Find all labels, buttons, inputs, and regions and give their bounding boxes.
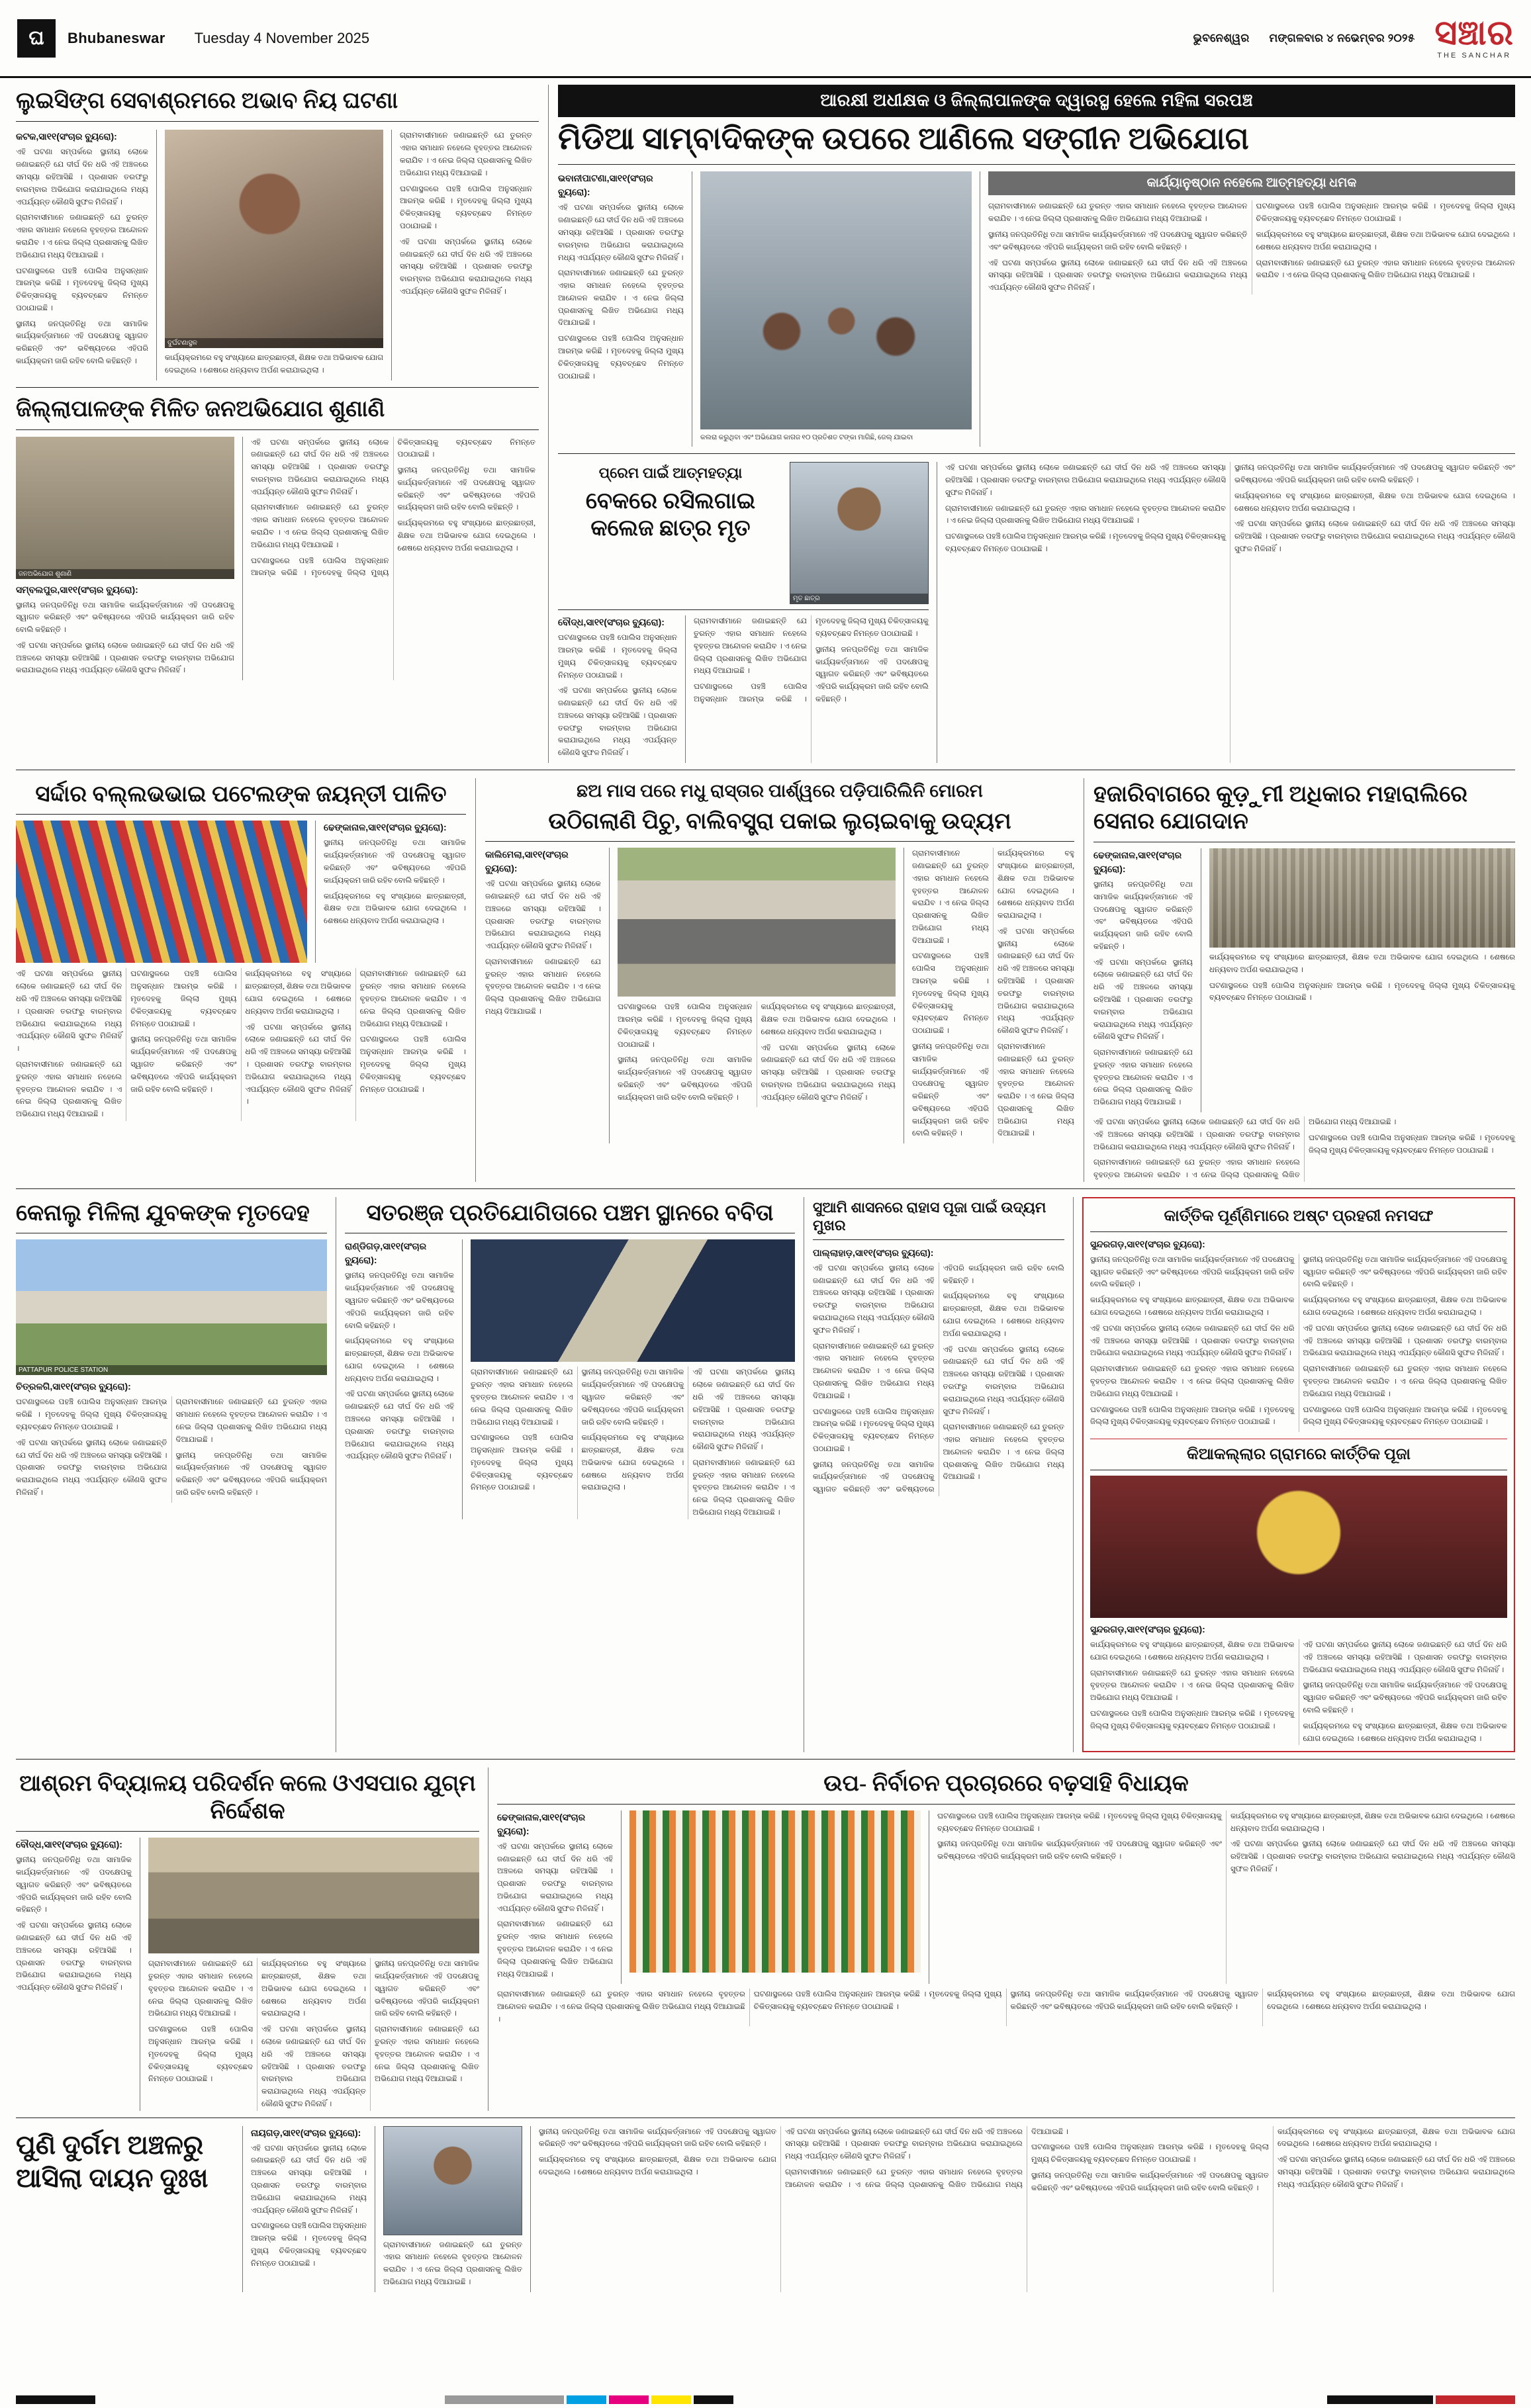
paragraph: ଗ୍ରାମବାସୀମାନେ ଜଣାଇଛନ୍ତି ଯେ ତୁରନ୍ତ ଏହାର ସମାଧାନ ନହେଲେ ବୃହତ୍ତର ଆନ୍ଦୋଳନ କରାଯିବ । ଏ ନେଇ ଜିଲ୍ଲା ପ୍ରଶାସନକୁ ଲିଖିତ ଅଭିଯୋଗ ମଧ୍ୟ ଦିଆଯାଇଛି । xyxy=(148,1959,253,2018)
paragraph: ଗ୍ରାମବାସୀମାନେ ଜଣାଇଛନ୍ତି ଯେ ତୁରନ୍ତ ଏହାର ସମାଧାନ ନହେଲେ ବୃହତ୍ତର ଆନ୍ଦୋଳନ କରାଯିବ । ଏ ନେଇ ଜିଲ୍ଲା ପ୍ରଶାସନକୁ ଲିଖିତ ଅଭିଯୋଗ ମଧ୍ୟ ଦିଆଯାଇଛି । xyxy=(1090,1364,1295,1398)
story-ashram-headline: ଆଶ୍ରମ ବିଦ୍ୟାଳୟ ପରିଦର୍ଶନ କଲେ ଓଏସପାର ଯୁଗ୍ମ ନିର୍ଦ୍ଦେଶକ xyxy=(19,1771,476,1824)
paragraph: ଗ୍ରାମବାସୀମାନେ ଜଣାଇଛନ୍ତି ଯେ ତୁରନ୍ତ ଏହାର ସମାଧାନ ନହେଲେ ବୃହତ୍ତର ଆନ୍ଦୋଳନ କରାଯିବ । ଏ ନେଇ ଜିଲ୍ଲା ପ୍ରଶାସନକୁ ଲିଖିତ ଅଭିଯୋଗ ମଧ୍ୟ ଦିଆଯାଇଛି । xyxy=(912,849,989,945)
brand-name: ସଞ୍ଚାର xyxy=(1434,15,1514,52)
paragraph: ସ୍ଥାନୀୟ ଜନପ୍ରତିନିଧି ତଥା ସାମାଜିକ କାର୍ଯ୍ୟକର୍ତ୍ତାମାନେ ଏହି ପଦକ୍ଷେପକୁ ସ୍ୱାଗତ କରିଛନ୍ତି ଏବଂ ଭବିଷ୍ୟତରେ ଏହିପରି କାର୍ଯ୍ୟକ୍ରମ ଜାରି ରହିବ ବୋଲି କହିଛନ୍ତି । xyxy=(16,1855,132,1914)
paragraph: ଏହି ଘଟଣା ସମ୍ପର୍କରେ ସ୍ଥାନୀୟ ଲୋକେ ଜଣାଇଛନ୍ତି ଯେ ଦୀର୍ଘ ଦିନ ଧରି ଏହି ଅଞ୍ଚଳରେ ସମସ୍ୟା ରହିଆସିଛି । ପ୍ରଶାସନ ତରଫରୁ ବାରମ୍ବାର ଅଭିଯୋଗ କରାଯାଇଥିଲେ ମଧ୍ୟ ଏପର୍ଯ୍ୟନ୍ତ କୌଣସି ସୁଫଳ ମିଳିନାହିଁ । xyxy=(251,2143,367,2215)
story-ashram-dateline: ବୌଦ୍ଧ,ସା୧୧(ସଂଚାର ବ୍ୟୁରୋ): xyxy=(16,1839,122,1850)
paragraph: ଏହି ଘଟଣା ସମ୍ପର୍କରେ ସ୍ଥାନୀୟ ଲୋକେ ଜଣାଇଛନ୍ତି ଯେ ଦୀର୍ଘ ଦିନ ଧରି ଏହି ଅଞ୍ଚଳରେ ସମସ୍ୟା ରହିଆସିଛି । ପ୍ରଶାସନ ତରଫରୁ ବାରମ୍ବାର ଅଭିଯୋଗ କରାଯାଇଥିଲେ ମଧ୍ୟ ଏପର୍ଯ୍ୟନ୍ତ କୌଣସି ସୁଫଳ ମିଳିନାହିଁ । xyxy=(1230,1840,1515,1873)
paragraph: କାର୍ଯ୍ୟକ୍ରମରେ ବହୁ ସଂଖ୍ୟାରେ ଛାତ୍ରଛାତ୍ରୀ, ଶିକ୍ଷକ ତଥା ଅଭିଭାବକ ଯୋଗ ଦେଇଥିଲେ । ଶେଷରେ ଧନ୍ୟବାଦ ଅର୍ପଣ କରାଯାଇଥିଲା । xyxy=(1209,952,1515,974)
paragraph: ସ୍ଥାନୀୟ ଜନପ୍ରତିନିଧି ତଥା ସାମାଜିକ କାର୍ଯ୍ୟକର୍ତ୍ତାମାନେ ଏହି ପଦକ୍ଷେପକୁ ସ୍ୱାଗତ କରିଛନ୍ତି ଏବଂ ଭବିଷ୍ୟତରେ ଏହିପରି କାର୍ଯ୍ୟକ୍ରମ ଜାରି ରହିବ ବୋଲି କହିଛନ୍ତି । xyxy=(1234,463,1515,484)
photo-caption: କଲରା କରୁଥିବା ଏବଂ ଅଭିଯୋଗ କାଗଜ ୧୦ ପ୍ରତିଶତ ଟଙ୍କା ମାଗିଛି, ଜେଲ୍ ଯାଇବା xyxy=(700,434,913,442)
paragraph: ଗ୍ରାମବାସୀମାନେ ଜଣାଇଛନ୍ତି ଯେ ତୁରନ୍ତ ଏହାର ସମାଧାନ ନହେଲେ ବୃହତ୍ତର ଆନ୍ଦୋଳନ କରାଯିବ । ଏ ନେଇ ଜିଲ୍ଲା ପ୍ରଶାସନକୁ ଲିଖିତ ଅଭିଯୋଗ ମଧ୍ୟ ଦିଆଯାଇଛି । xyxy=(1303,1364,1507,1398)
story-byelection-dateline: ଢେଙ୍କାନାଳ,ସା୧୧(ସଂଚାର ବ୍ୟୁରୋ): xyxy=(497,1811,586,1836)
photo-caption: ମୃତ ଛାତ୍ର xyxy=(790,594,928,603)
paragraph: ଏହି ଘଟଣା ସମ୍ପର୍କରେ ସ୍ଥାନୀୟ ଲୋକେ ଜଣାଇଛନ୍ତି ଯେ ଦୀର୍ଘ ଦିନ ଧରି ଏହି ଅଞ୍ଚଳରେ ସମସ୍ୟା ରହିଆସିଛି । ପ୍ରଶାସନ ତରଫରୁ ବାରମ୍ବାର ଅଭିଯୋଗ କରାଯାଇଥିଲେ ମଧ୍ୟ ଏପର୍ଯ୍ୟନ୍ତ କୌଣସି ସୁଫଳ ମିଳିନାହିଁ । xyxy=(16,1921,132,1992)
paragraph: ଘଟଣାସ୍ଥଳରେ ପହଞ୍ଚି ପୋଲିସ ଅନୁସନ୍ଧାନ ଆରମ୍ଭ କରିଛି । ମୃତଦେହକୁ ଜିଲ୍ଲା ମୁଖ୍ୟ ଚିକିତ୍ସାଳୟକୁ ବ୍ୟବଚ୍ଛେଦ ନିମନ୍ତେ ପଠାଯାଇଛି । xyxy=(945,532,1226,553)
reg-bar xyxy=(445,2395,564,2404)
story-road-dateline: କାଲିମେଲା,ସା୧୧(ସଂଚାର ବ୍ୟୁରୋ): xyxy=(485,849,569,874)
paragraph: ଘଟଣାସ୍ଥଳରେ ପହଞ୍ଚି ପୋଲିସ ଅନୁସନ୍ଧାନ ଆରମ୍ଭ କରିଛି । ମୃତଦେହକୁ ଜିଲ୍ଲା ମୁଖ୍ୟ ଚିକିତ୍ସାଳୟକୁ ବ୍ୟବଚ୍ଛେଦ ନିମନ୍ତେ ପଠାଯାଇଛି । xyxy=(1090,1405,1295,1427)
story-photo xyxy=(1090,1476,1507,1618)
story-photo xyxy=(16,1239,327,1375)
reg-bar xyxy=(16,2395,95,2404)
story-patel-dateline: ଢେଙ୍କାନାଳ,ସା୧୧(ସଂଚାର ବ୍ୟୁରୋ): xyxy=(324,822,447,833)
paragraph: ଗ୍ରାମବାସୀମାନେ ଜଣାଇଛନ୍ତି ଯେ ତୁରନ୍ତ ଏହାର ସମାଧାନ ନହେଲେ ବୃହତ୍ତର ଆନ୍ଦୋଳନ କରାଯିବ । ଏ ନେଇ ଜିଲ୍ଲା ପ୍ରଶାସନକୁ ଲିଖିତ ଅଭିଯୋଗ ମଧ୍ୟ ଦିଆଯାଇଛି । xyxy=(558,269,684,328)
paragraph: ସ୍ଥାନୀୟ ଜନପ୍ରତିନିଧି ତଥା ସାମାଜିକ କାର୍ଯ୍ୟକର୍ତ୍ତାମାନେ ଏହି ପଦକ୍ଷେପକୁ ସ୍ୱାଗତ କରିଛନ୍ତି ଏବଂ ଭବିଷ୍ୟତରେ ଏହିପରି କାର୍ଯ୍ୟକ୍ରମ ଜାରି ରହିବ ବୋଲି କହିଛନ୍ତି । xyxy=(324,838,466,885)
paragraph: ସ୍ଥାନୀୟ ଜନପ୍ରତିନିଧି ତଥା ସାମାଜିକ କାର୍ଯ୍ୟକର୍ତ୍ତାମାନେ ଏହି ପଦକ୍ଷେପକୁ ସ୍ୱାଗତ କରିଛନ୍ତି ଏବଂ ଭବିଷ୍ୟତରେ ଏହିପରି କାର୍ଯ୍ୟକ୍ରମ ଜାରି ରହିବ ବୋଲି କହିଛନ୍ତି । xyxy=(130,1035,237,1094)
paragraph: ଗ୍ରାମବାସୀମାନେ ଜଣାଇଛନ୍ତି ଯେ ତୁରନ୍ତ ଏହାର ସମାଧାନ ନହେଲେ ବୃହତ୍ତର ଆନ୍ଦୋଳନ କରାଯିବ । ଏ ନେଇ ଜିଲ୍ଲା ପ୍ରଶାସନକୁ ଲିଖିତ ଅଭିଯୋଗ ମଧ୍ୟ ଦିଆଯାଇଛି । xyxy=(943,1423,1064,1482)
paragraph: ଘଟଣାସ୍ଥଳରେ ପହଞ୍ଚି ପୋଲିସ ଅନୁସନ୍ଧାନ ଆରମ୍ଭ କରିଛି । ମୃତଦେହକୁ ଜିଲ୍ଲା ମୁଖ୍ୟ ଚିକିତ୍ସାଳୟକୁ ବ୍ୟବଚ୍ଛେଦ ନିମନ୍ତେ ପଠାଯାଇଛି । xyxy=(400,184,532,230)
story-media-subkicker: କାର୍ଯ୍ୟାନୁଷ୍ଠାନ ନହେଲେ ଆତ୍ମହତ୍ୟା ଧମକ xyxy=(988,171,1515,195)
reg-gap xyxy=(736,2395,1324,2404)
edition-city: Bhubaneswar xyxy=(68,29,165,46)
paragraph: ଗ୍ରାମବାସୀମାନେ ଜଣାଇଛନ୍ତି ଯେ ତୁରନ୍ତ ଏହାର ସମାଧାନ ନହେଲେ ବୃହତ୍ତର ଆନ୍ଦୋଳନ କରାଯିବ । ଏ ନେଇ ଜିଲ୍ଲା ପ୍ରଶାସନକୁ ଲିଖିତ ଅଭିଯୋଗ ମଧ୍ୟ ଦିଆଯାଇଛି । xyxy=(694,617,807,676)
paragraph: ଘଟଣାସ୍ଥଳରେ ପହଞ୍ଚି ପୋଲିସ ଅନୁସନ୍ଧାନ ଆରମ୍ଭ କରିଛି । ମୃତଦେହକୁ ଜିଲ୍ଲା ମୁଖ୍ୟ ଚିକିତ୍ସାଳୟକୁ ବ୍ୟବଚ୍ଛେଦ ନିମନ୍ତେ ପଠାଯାଇଛି । xyxy=(1090,1709,1295,1730)
story-kiakalla-dateline: ସୁନ୍ଦରଗଡ଼,ସା୧୧(ସଂଚାର ବ୍ୟୁରୋ): xyxy=(1090,1624,1205,1635)
story-patel-headline: ସର୍ଦ୍ଦାର ବଲ୍ଲଭଭାଇ ପଟେଲଙ୍କ ଜୟନ୍ତୀ ପାଳିତ xyxy=(35,782,447,807)
story-janabhiyoga-headline: ଜିଲ୍ଲାପାଳଙ୍କ ମିଳିତ ଜନଅଭିଯୋଗ ଶୁଣାଣି xyxy=(16,397,385,422)
story-photo xyxy=(16,437,234,579)
paragraph: ଏହି ଘଟଣା ସମ୍ପର୍କରେ ସ୍ଥାନୀୟ ଲୋକେ ଜଣାଇଛନ୍ତି ଯେ ଦୀର୍ଘ ଦିନ ଧରି ଏହି ଅଞ୍ଚଳରେ ସମସ୍ୟା ରହିଆସିଛି । ପ୍ରଶାସନ ତରଫରୁ ବାରମ୍ବାର ଅଭିଯୋଗ କରାଯାଇଥିଲେ ମଧ୍ୟ ଏପର୍ଯ୍ୟନ୍ତ କୌଣସି ସୁଫଳ ମିଳିନାହିଁ । xyxy=(1303,1640,1507,1674)
paragraph: କାର୍ଯ୍ୟକ୍ରମରେ ବହୁ ସଂଖ୍ୟାରେ ଛାତ୍ରଛାତ୍ରୀ, ଶିକ୍ଷକ ତଥା ଅଭିଭାବକ ଯୋଗ ଦେଇଥିଲେ । ଶେଷରେ ଧନ୍ୟବାଦ ଅର୍ପଣ କରାଯାଇଥିଲା । xyxy=(1277,2127,1515,2149)
paragraph: ଗ୍ରାମବାସୀମାନେ ଜଣାଇଛନ୍ତି ଯେ ତୁରନ୍ତ ଏହାର ସମାଧାନ ନହେଲେ ବୃହତ୍ତର ଆନ୍ଦୋଳନ କରାଯିବ । ଏ ନେଇ ଜିଲ୍ଲା ପ୍ରଶାସନକୁ ଲିଖିତ ଅଭିଯୋଗ ମଧ୍ୟ ଦିଆଯାଇଛି । xyxy=(485,957,601,1016)
paragraph: ଗ୍ରାମବାସୀମାନେ ଜଣାଇଛନ୍ତି ଯେ ତୁରନ୍ତ ଏହାର ସମାଧାନ ନହେଲେ ବୃହତ୍ତର ଆନ୍ଦୋଳନ କରାଯିବ । ଏ ନେଇ ଜିଲ୍ଲା ପ୍ରଶାସନକୁ ଲିଖିତ ଅଭିଯୋଗ ମଧ୍ୟ ଦିଆଯାଇଛି । xyxy=(1256,258,1515,280)
reg-bar xyxy=(1436,2395,1515,2404)
paragraph: ସ୍ଥାନୀୟ ଜନପ୍ରତିନିଧି ତଥା ସାମାଜିକ କାର୍ଯ୍ୟକର୍ତ୍ତାମାନେ ଏହି ପଦକ୍ଷେପକୁ ସ୍ୱାଗତ କରିଛନ୍ତି ଏବଂ ଭବିଷ୍ୟତରେ ଏହିପରି କାର୍ଯ୍ୟକ୍ରମ ଜାରି ରହିବ ବୋଲି କହିଛନ୍ତି । xyxy=(912,1042,989,1138)
story-photo xyxy=(1209,848,1515,948)
story-kartika-purnima xyxy=(1082,1197,1515,1752)
story-rahasa-puja xyxy=(813,1197,1064,1752)
paragraph: ଘଟଣାସ୍ଥଳରେ ପହଞ୍ଚି ପୋଲିସ ଅନୁସନ୍ଧାନ ଆରମ୍ଭ କରିଛି । ମୃତଦେହକୁ ଜିଲ୍ଲା ମୁଖ୍ୟ ଚିକିତ୍ସାଳୟକୁ ବ୍ୟବଚ୍ଛେଦ ନିମନ୍ତେ ପଠାଯାଇଛି । xyxy=(148,2025,253,2084)
story-suicide-kicker: ପ୍ରେମ ପାଇଁ ଆତ୍ମହତ୍ୟା xyxy=(598,465,743,482)
column-kartik xyxy=(1082,1197,1515,1752)
story-kiakalla-headline: କିଆକଲ୍ଲାର ଗ୍ରାମରେ କାର୍ତ୍ତିକ ପୂଜା xyxy=(1187,1446,1411,1464)
paragraph: ଗ୍ରାମବାସୀମାନେ ଜଣାଇଛନ୍ତି ଯେ ତୁରନ୍ତ ଏହାର ସମାଧାନ ନହେଲେ ବୃହତ୍ତର ଆନ୍ଦୋଳନ କରାଯିବ । ଏ ନେଇ ଜିଲ୍ଲା ପ୍ରଶାସନକୁ ଲିଖିତ ଅଭିଯୋଗ ମଧ୍ୟ ଦିଆଯାଇଛି । xyxy=(945,504,1226,525)
story-durgama-headline: ପୁଣି ଦୁର୍ଗମ ଅଞ୍ଚଳରୁ ଆସିଲା ଦାୟନ ଦୁଃଖ xyxy=(16,2129,209,2193)
band-last xyxy=(16,2126,1515,2312)
paragraph: କାର୍ଯ୍ୟକ୍ରମରେ ବହୁ ସଂଖ୍ୟାରେ ଛାତ୍ରଛାତ୍ରୀ, ଶିକ୍ଷକ ତଥା ଅଭିଭାବକ ଯୋଗ ଦେଇଥିଲେ । ଶେଷରେ ଧନ୍ୟବାଦ ଅର୍ପଣ କରାଯାଇଥିଲା । xyxy=(539,2155,776,2176)
paragraph: ଏହି ଘଟଣା ସମ୍ପର୍କରେ ସ୍ଥାନୀୟ ଲୋକେ ଜଣାଇଛନ୍ତି ଯେ ଦୀର୍ଘ ଦିନ ଧରି ଏହି ଅଞ୍ଚଳରେ ସମସ୍ୟା ରହିଆସିଛି । ପ୍ରଶାସନ ତରଫରୁ ବାରମ୍ବାର ଅଭିଯୋଗ କରାଯାଇଥିଲେ ମଧ୍ୟ ଏପର୍ଯ୍ୟନ୍ତ କୌଣସି ସୁଫଳ ମିଳିନାହିଁ । xyxy=(1093,958,1193,1042)
paragraph: ଗ୍ରାମବାସୀମାନେ ଜଣାଇଛନ୍ତି ଯେ ତୁରନ୍ତ ଏହାର ସମାଧାନ ନହେଲେ ବୃହତ୍ତର ଆନ୍ଦୋଳନ କରାଯିବ । ଏ ନେଇ ଜିଲ୍ଲା ପ୍ରଶାସନକୁ ଲିଖିତ ଅଭିଯୋଗ ମଧ୍ୟ ଦିଆଯାଇଛି । xyxy=(1093,1048,1193,1107)
paragraph: ଘଟଣାସ୍ଥଳରେ ପହଞ୍ଚି ପୋଲିସ ଅନୁସନ୍ଧାନ ଆରମ୍ଭ କରିଛି । ମୃତଦେହକୁ ଜିଲ୍ଲା ମୁଖ୍ୟ ଚିକିତ୍ସାଳୟକୁ ବ୍ୟବଚ୍ଛେଦ ନିମନ୍ତେ ପଠାଯାଇଛି । xyxy=(1031,2143,1269,2164)
paragraph: ଏହି ଘଟଣା ସମ୍ପର୍କରେ ସ୍ଥାନୀୟ ଲୋକେ ଜଣାଇଛନ୍ତି ଯେ ଦୀର୍ଘ ଦିନ ଧରି ଏହି ଅଞ୍ଚଳରେ ସମସ୍ୟା ରହିଆସିଛି । ପ୍ରଶାସନ ତରଫରୁ ବାରମ୍ବାର ଅଭିଯୋଗ କରାଯାଇଥିଲେ ମଧ୍ୟ ଏପର୍ଯ୍ୟନ୍ତ କୌଣସି ସୁଫଳ ମିଳିନାହିଁ । xyxy=(988,258,1248,292)
paragraph: ସ୍ଥାନୀୟ ଜନପ୍ରତିନିଧି ତଥା ସାମାଜିକ କାର୍ଯ୍ୟକର୍ତ୍ତାମାନେ ଏହି ପଦକ୍ଷେପକୁ ସ୍ୱାଗତ କରିଛନ୍ତି ଏବଂ ଭବିଷ୍ୟତରେ ଏହିପରି କାର୍ଯ୍ୟକ୍ରମ ଜାରି ରହିବ ବୋଲି କହିଛନ୍ତି । xyxy=(581,1368,684,1427)
reg-bar xyxy=(567,2395,606,2404)
story-suicide-headline: ବେକରେ ରସିଲଗାଇ କଲେଜ ଛାତ୍ର ମୃତ xyxy=(585,488,756,541)
story-kartika-dateline: ସୁନ୍ଦରଗଡ଼,ସା୧୧(ସଂଚାର ବ୍ୟୁରୋ): xyxy=(1090,1238,1205,1249)
paragraph: ଏହି ଘଟଣା ସମ୍ପର୍କରେ ସ୍ଥାନୀୟ ଲୋକେ ଜଣାଇଛନ୍ତି ଯେ ଦୀର୍ଘ ଦିନ ଧରି ଏହି ଅଞ୍ଚଳରେ ସମସ୍ୟା ରହିଆସିଛି । ପ୍ରଶାସନ ତରଫରୁ ବାରମ୍ବାର ଅଭିଯୋଗ କରାଯାଇଥିଲେ ମଧ୍ୟ ଏପର୍ଯ୍ୟନ୍ତ କୌଣସି ସୁଫଳ ମିଳିନାହିଁ । xyxy=(1234,519,1515,553)
story-chess-headline: ସତରଞ୍ଜ ପ୍ରତିଯୋଗିତାରେ ପଞ୍ଚମ ସ୍ଥାନରେ ବବିତା xyxy=(366,1200,774,1226)
story-suicide-dateline: ବୌଦ୍ଧ,ସା୧୧(ସଂଚାର ବ୍ୟୁରୋ): xyxy=(558,617,665,628)
paragraph: ଗ୍ରାମବାସୀମାନେ ଜଣାଇଛନ୍ତି ଯେ ତୁରନ୍ତ ଏହାର ସମାଧାନ ନହେଲେ ବୃହତ୍ତର ଆନ୍ଦୋଳନ କରାଯିବ । ଏ ନେଇ ଜିଲ୍ଲା ପ୍ରଶାସନକୁ ଲିଖିତ ଅଭିଯୋଗ ମଧ୍ୟ ଦିଆଯାଇଛି । xyxy=(497,1920,613,1979)
masthead xyxy=(0,0,1531,78)
paragraph: ସ୍ଥାନୀୟ ଜନପ୍ରତିନିଧି ତଥା ସାମାଜିକ କାର୍ଯ୍ୟକର୍ତ୍ତାମାନେ ଏହି ପଦକ୍ଷେପକୁ ସ୍ୱାଗତ କରିଛନ୍ତି ଏବଂ ଭବିଷ୍ୟତରେ ଏହିପରି କାର୍ଯ୍ୟକ୍ରମ ଜାରି ରହିବ ବୋଲି କହିଛନ୍ତି । xyxy=(397,466,535,512)
paragraph: ଗ୍ରାମବାସୀମାନେ ଜଣାଇଛନ୍ତି ଯେ ତୁରନ୍ତ ଏହାର ସମାଧାନ ନହେଲେ ବୃହତ୍ତର ଆନ୍ଦୋଳନ କରାଯିବ । ଏ ନେଇ ଜିଲ୍ଲା ପ୍ରଶାସନକୁ ଲିଖିତ ଅଭିଯୋଗ ମଧ୍ୟ ଦିଆଯାଇଛି । xyxy=(383,2240,522,2286)
story-rahasa-dateline: ପାଲ୍ଲାହାଡ଼,ସା୧୧(ସଂଚାର ବ୍ୟୁରୋ): xyxy=(813,1247,934,1258)
paragraph: ଘଟଣାସ୍ଥଳରେ ପହଞ୍ଚି ପୋଲିସ ଅନୁସନ୍ଧାନ ଆରମ୍ଭ କରିଛି । ମୃତଦେହକୁ ଜିଲ୍ଲା ମୁଖ୍ୟ ଚିକିତ୍ସାଳୟକୁ ବ୍ୟବଚ୍ଛେଦ ନିମନ୍ତେ ପଠାଯାଇଛି । xyxy=(813,1407,935,1453)
paragraph: ଏହି ଘଟଣା ସମ୍ପର୍କରେ ସ୍ଥାନୀୟ ଲୋକେ ଜଣାଇଛନ୍ତି ଯେ ଦୀର୍ଘ ଦିନ ଧରି ଏହି ଅଞ୍ଚଳରେ ସମସ୍ୟା ରହିଆସିଛି । ପ୍ରଶାସନ ତରଫରୁ ବାରମ୍ବାର ଅଭିଯୋଗ କରାଯାଇଥିଲେ ମଧ୍ୟ ଏପର୍ଯ୍ୟନ୍ତ କୌଣସି ସୁଫଳ ମିଳିନାହିଁ । xyxy=(16,969,122,1053)
reg-bar xyxy=(609,2395,649,2404)
paragraph: ସ୍ଥାନୀୟ ଜନପ୍ରତିନିଧି ତଥା ସାମାଜିକ କାର୍ଯ୍ୟକର୍ତ୍ତାମାନେ ଏହି ପଦକ୍ଷେପକୁ ସ୍ୱାଗତ କରିଛନ୍ତି ଏବଂ ଭବିଷ୍ୟତରେ ଏହିପରି କାର୍ଯ୍ୟକ୍ରମ ଜାରି ରହିବ ବୋଲି କହିଛନ୍ତି । xyxy=(345,1271,454,1330)
edition-date-odia: ମଙ୍ଗଳବାର ୪ ନଭେମ୍ବର ୨୦୨୫ xyxy=(1269,31,1415,44)
story-byelection xyxy=(497,1767,1515,2110)
story-photo xyxy=(629,1810,921,1973)
paragraph: ଗ୍ରାମବାସୀମାନେ ଜଣାଇଛନ୍ତି ଯେ ତୁରନ୍ତ ଏହାର ସମାଧାନ ନହେଲେ ବୃହତ୍ତର ଆନ୍ଦୋଳନ କରାଯିବ । ଏ ନେଇ ଜିଲ୍ଲା ପ୍ରଶାସନକୁ ଲିଖିତ ଅଭିଯୋଗ ମଧ୍ୟ ଦିଆଯାଇଛି । xyxy=(997,1042,1074,1138)
story-chess xyxy=(345,1197,795,1752)
paragraph: ଏହି ଘଟଣା ସମ୍ପର୍କରେ ସ୍ଥାନୀୟ ଲୋକେ ଜଣାଇଛନ୍ତି ଯେ ଦୀର୍ଘ ଦିନ ଧରି ଏହି ଅଞ୍ଚଳରେ ସମସ୍ୟା ରହିଆସିଛି । ପ୍ରଶାସନ ତରଫରୁ ବାରମ୍ବାର ଅଭିଯୋଗ କରାଯାଇଥିଲେ ମଧ୍ୟ ଏପର୍ଯ୍ୟନ୍ତ କୌଣସି ସୁଫଳ ମିଳିନାହିଁ । xyxy=(943,1345,1064,1416)
story-kartika-headline: କାର୍ତ୍ତିକ ପୂର୍ଣ୍ଣିମାରେ ଅଷ୍ଟ ପ୍ରହରୀ ନମସଙ୍ଘ xyxy=(1164,1207,1434,1225)
paragraph: କାର୍ଯ୍ୟକ୍ରମରେ ବହୁ ସଂଖ୍ୟାରେ ଛାତ୍ରଛାତ୍ରୀ, ଶିକ୍ଷକ ତଥା ଅଭିଭାବକ ଯୋଗ ଦେଇଥିଲେ । ଶେଷରେ ଧନ୍ୟବାଦ ଅର୍ପଣ କରାଯାଇଥିଲା । xyxy=(1303,1721,1507,1743)
paragraph: ଘଟଣାସ୍ଥଳରେ ପହଞ୍ଚି ପୋଲିସ ଅନୁସନ୍ଧାନ ଆରମ୍ଭ କରିଛି । ମୃତଦେହକୁ ଜିଲ୍ଲା ମୁଖ୍ୟ ଚିକିତ୍ସାଳୟକୁ ବ୍ୟବଚ୍ଛେଦ ନିମନ୍ତେ ପଠାଯାଇଛି । xyxy=(251,437,535,578)
paragraph: ଘଟଣାସ୍ଥଳରେ ପହଞ୍ଚି ପୋଲିସ ଅନୁସନ୍ଧାନ ଆରମ୍ଭ କରିଛି । ମୃତଦେହକୁ ଜିଲ୍ଲା ମୁଖ୍ୟ ଚିକିତ୍ସାଳୟକୁ ବ୍ୟବଚ୍ଛେଦ ନିମନ୍ତେ ପଠାଯାଇଛି । xyxy=(753,1990,1002,2012)
paragraph: କାର୍ଯ୍ୟକ୍ରମରେ ବହୁ ସଂଖ୍ୟାରେ ଛାତ୍ରଛାତ୍ରୀ, ଶିକ୍ଷକ ତଥା ଅଭିଭାବକ ଯୋଗ ଦେଇଥିଲେ । ଶେଷରେ ଧନ୍ୟବାଦ ଅର୍ପଣ କରାଯାଇଥିଲା । xyxy=(245,969,351,1016)
story-rahasa-headline: ସୁଆମି ଶାସନରେ ରାହାସ ପୂଜା ପାଇଁ ଉଦ୍ୟମ ମୁଖର xyxy=(813,1198,1046,1234)
reg-bar xyxy=(651,2395,691,2404)
story-photo xyxy=(618,848,896,997)
paragraph: କାର୍ଯ୍ୟକ୍ରମରେ ବହୁ ସଂଖ୍ୟାରେ ଛାତ୍ରଛାତ୍ରୀ, ଶିକ୍ଷକ ତଥା ଅଭିଭାବକ ଯୋଗ ଦେଇଥିଲେ । ଶେଷରେ ଧନ୍ୟବାଦ ଅର୍ପଣ କରାଯାଇଥିଲା । xyxy=(1090,1640,1295,1662)
band-middle xyxy=(16,778,1515,1182)
paragraph: ସ୍ଥାନୀୟ ଜନପ୍ରତିନିଧି ତଥା ସାମାଜିକ କାର୍ଯ୍ୟକର୍ତ୍ତାମାନେ ଏହି ପଦକ୍ଷେପକୁ ସ୍ୱାଗତ କରିଛନ୍ତି ଏବଂ ଭବିଷ୍ୟତରେ ଏହିପରି କାର୍ଯ୍ୟକ୍ରମ ଜାରି ରହିବ ବୋଲି କହିଛନ୍ତି । xyxy=(815,645,929,703)
paragraph: ଗ୍ରାମବାସୀମାନେ ଜଣାଇଛନ୍ତି ଯେ ତୁରନ୍ତ ଏହାର ସମାଧାନ ନହେଲେ ବୃହତ୍ତର ଆନ୍ଦୋଳନ କରାଯିବ । ଏ ନେଇ ଜିଲ୍ଲା ପ୍ରଶାସନକୁ ଲିଖିତ ଅଭିଯୋଗ ମଧ୍ୟ ଦିଆଯାଇଛି । xyxy=(375,2025,479,2084)
paragraph: କାର୍ଯ୍ୟକ୍ରମରେ ବହୁ ସଂଖ୍ୟାରେ ଛାତ୍ରଛାତ୍ରୀ, ଶିକ୍ଷକ ତଥା ଅଭିଭାବକ ଯୋଗ ଦେଇଥିଲେ । ଶେଷରେ ଧନ୍ୟବାଦ ଅର୍ପଣ କରାଯାଇଥିଲା । xyxy=(165,353,383,375)
paragraph: ଏହି ଘଟଣା ସମ୍ପର୍କରେ ସ୍ଥାନୀୟ ଲୋକେ ଜଣାଇଛନ୍ତି ଯେ ଦୀର୍ଘ ଦିନ ଧରି ଏହି ଅଞ୍ଚଳରେ ସମସ୍ୟା ରହିଆସିଛି । ପ୍ରଶାସନ ତରଫରୁ ବାରମ୍ବାର ଅଭିଯୋଗ କରାଯାଇଥିଲେ ମଧ୍ୟ ଏପର୍ଯ୍ୟନ୍ତ କୌଣସି ସୁଫଳ ମିଳିନାହିଁ । xyxy=(1090,1323,1295,1358)
paragraph: ଏହି ଘଟଣା ସମ୍ପର୍କରେ ସ୍ଥାନୀୟ ଲୋକେ ଜଣାଇଛନ୍ତି ଯେ ଦୀର୍ଘ ଦିନ ଧରି ଏହି ଅଞ୍ଚଳରେ ସମସ୍ୟା ରହିଆସିଛି । ପ୍ରଶାସନ ତରଫରୁ ବାରମ୍ବାର ଅଭିଯୋଗ କରାଯାଇଥିଲେ ମଧ୍ୟ ଏପର୍ଯ୍ୟନ୍ତ କୌଣସି ସୁଫଳ ମିଳିନାହିଁ । xyxy=(813,1263,935,1335)
paragraph: କାର୍ଯ୍ୟକ୍ରମରେ ବହୁ ସଂଖ୍ୟାରେ ଛାତ୍ରଛାତ୍ରୀ, ଶିକ୍ଷକ ତଥା ଅଭିଭାବକ ଯୋଗ ଦେଇଥିଲେ । ଶେଷରେ ଧନ୍ୟବାଦ ଅର୍ପଣ କରାଯାଇଥିଲା । xyxy=(1267,1990,1515,2012)
brand-wordmark xyxy=(1434,17,1514,60)
paragraph: ଗ୍ରାମବାସୀମାନେ ଜଣାଇଛନ୍ତି ଯେ ତୁରନ୍ତ ଏହାର ସମାଧାନ ନହେଲେ ବୃହତ୍ତର ଆନ୍ଦୋଳନ କରାଯିବ । ଏ ନେଇ ଜିଲ୍ଲା ପ୍ରଶାସନକୁ ଲିଖିତ ଅଭିଯୋଗ ମଧ୍ୟ ଦିଆଯାଇଛି । xyxy=(1090,1668,1295,1703)
paragraph: ଗ୍ରାମବାସୀମାନେ ଜଣାଇଛନ୍ତି ଯେ ତୁରନ୍ତ ଏହାର ସମାଧାନ ନହେଲେ ବୃହତ୍ତର ଆନ୍ଦୋଳନ କରାଯିବ । ଏ ନେଇ ଜିଲ୍ଲା ପ୍ରଶାସନକୁ ଲିଖିତ ଅଭିଯୋଗ ମଧ୍ୟ ଦିଆଯାଇଛି । xyxy=(16,1059,122,1119)
story-suicide xyxy=(558,462,1515,763)
paragraph: ଏହି ଘଟଣା ସମ୍ପର୍କରେ ସ୍ଥାନୀୟ ଲୋକେ ଜଣାଇଛନ୍ତି ଯେ ଦୀର୍ଘ ଦିନ ଧରି ଏହି ଅଞ୍ଚଳରେ ସମସ୍ୟା ରହିଆସିଛି । ପ୍ରଶାସନ ତରଫରୁ ବାରମ୍ବାର ଅଭିଯୋଗ କରାଯାଇଥିଲେ ମଧ୍ୟ ଏପର୍ଯ୍ୟନ୍ତ କୌଣସି ସୁଫଳ ମିଳିନାହିଁ । xyxy=(1277,2155,1515,2189)
story-chess-dateline: ରାଣ୍ଡିଗଡ଼,ସା୧୧(ସଂଚାର ବ୍ୟୁରୋ): xyxy=(345,1241,427,1266)
paragraph: ଘଟଣାସ୍ଥଳରେ ପହଞ୍ଚି ପୋଲିସ ଅନୁସନ୍ଧାନ ଆରମ୍ଭ କରିଛି । ମୃତଦେହକୁ ଜିଲ୍ଲା ମୁଖ୍ୟ ଚିକିତ୍ସାଳୟକୁ ବ୍ୟବଚ୍ଛେଦ ନିମନ୍ତେ ପଠାଯାଇଛି । xyxy=(130,969,237,1028)
edition-date: Tuesday 4 November 2025 xyxy=(194,29,370,46)
paragraph: ସ୍ଥାନୀୟ ଜନପ୍ରତିନିଧି ତଥା ସାମାଜିକ କାର୍ଯ୍ୟକର୍ତ୍ତାମାନେ ଏହି ପଦକ୍ଷେପକୁ ସ୍ୱାଗତ କରିଛନ୍ତି ଏବଂ ଭବିଷ୍ୟତରେ ଏହିପରି କାର୍ଯ୍ୟକ୍ରମ ଜାରି ରହିବ ବୋଲି କହିଛନ୍ତି । xyxy=(1093,879,1193,951)
paragraph: ଏହି ଘଟଣା ସମ୍ପର୍କରେ ସ୍ଥାନୀୟ ଲୋକେ ଜଣାଇଛନ୍ତି ଯେ ଦୀର୍ଘ ଦିନ ଧରି ଏହି ଅଞ୍ଚଳରେ ସମସ୍ୟା ରହିଆସିଛି । ପ୍ରଶାସନ ତରଫରୁ ବାରମ୍ବାର ଅଭିଯୋଗ କରାଯାଇଥିଲେ ମଧ୍ୟ ଏପର୍ଯ୍ୟନ୍ତ କୌଣସି ସୁଫଳ ମିଳିନାହିଁ । xyxy=(692,1368,795,1452)
paragraph: ଏହି ଘଟଣା ସମ୍ପର୍କରେ ସ୍ଥାନୀୟ ଲୋକେ ଜଣାଇଛନ୍ତି ଯେ ଦୀର୍ଘ ଦିନ ଧରି ଏହି ଅଞ୍ଚଳରେ ସମସ୍ୟା ରହିଆସିଛି । ପ୍ରଶାସନ ତରଫରୁ ବାରମ୍ବାର ଅଭିଯୋଗ କରାଯାଇଥିଲେ ମଧ୍ୟ ଏପର୍ଯ୍ୟନ୍ତ କୌଣସି ସୁଫଳ ମିଳିନାହିଁ । xyxy=(945,463,1226,497)
paragraph: ଗ୍ରାମବାସୀମାନେ ଜଣାଇଛନ୍ତି ଯେ ତୁରନ୍ତ ଏହାର ସମାଧାନ ନହେଲେ ବୃହତ୍ତର ଆନ୍ଦୋଳନ କରାଯିବ । ଏ ନେଇ ଜିଲ୍ଲା ପ୍ରଶାସନକୁ ଲିଖିତ ଅଭିଯୋଗ ମଧ୍ୟ ଦିଆଯାଇଛି । xyxy=(988,202,1248,224)
photo-caption: PATTAPUR POLICE STATION xyxy=(16,1365,327,1375)
story-luising xyxy=(16,85,539,763)
paragraph: କାର୍ଯ୍ୟକ୍ରମରେ ବହୁ ସଂଖ୍ୟାରେ ଛାତ୍ରଛାତ୍ରୀ, ଶିକ୍ଷକ ତଥା ଅଭିଭାବକ ଯୋଗ ଦେଇଥିଲେ । ଶେଷରେ ଧନ୍ୟବାଦ ଅର୍ପଣ କରାଯାଇଥିଲା । xyxy=(261,1959,366,2018)
story-canal-headline: କେନାଲୁ ମିଳିଲା ଯୁବକଙ୍କ ମୃତଦେହ xyxy=(16,1200,310,1226)
story-kudumi-dateline: ଢେଙ୍କାନାଳ,ସା୧୧(ସଂଚାର ବ୍ୟୁରୋ): xyxy=(1093,849,1182,874)
paragraph: ସ୍ଥାନୀୟ ଜନପ୍ରତିନିଧି ତଥା ସାମାଜିକ କାର୍ଯ୍ୟକର୍ତ୍ତାମାନେ ଏହି ପଦକ୍ଷେପକୁ ସ୍ୱାଗତ କରିଛନ୍ତି ଏବଂ ଭବିଷ୍ୟତରେ ଏହିପରି କାର୍ଯ୍ୟକ୍ରମ ଜାରି ରହିବ ବୋଲି କହିଛନ୍ତି । xyxy=(16,600,234,635)
story-road-kicker: ଛଅ ମାସ ପରେ ମଧୁ ରାସ୍ତାର ପାର୍ଶ୍ୱରେ ପଡ଼ିପାରିଲିନି ମୋରମ xyxy=(577,781,983,801)
paragraph: କାର୍ଯ୍ୟକ୍ରମରେ ବହୁ ସଂଖ୍ୟାରେ ଛାତ୍ରଛାତ୍ରୀ, ଶିକ୍ଷକ ତଥା ଅଭିଭାବକ ଯୋଗ ଦେଇଥିଲେ । ଶେଷରେ ଧନ୍ୟବାଦ ଅର୍ପଣ କରାଯାଇଥିଲା । xyxy=(1234,491,1515,513)
paragraph: ଏହି ଘଟଣା ସମ୍ପର୍କରେ ସ୍ଥାନୀୟ ଲୋକେ ଜଣାଇଛନ୍ତି ଯେ ଦୀର୍ଘ ଦିନ ଧରି ଏହି ଅଞ୍ଚଳରେ ସମସ୍ୟା ରହିଆସିଛି । ପ୍ରଶାସନ ତରଫରୁ ବାରମ୍ବାର ଅଭିଯୋଗ କରାଯାଇଥିଲେ ମଧ୍ୟ ଏପର୍ଯ୍ୟନ୍ତ କୌଣସି ସୁଫଳ ମିଳିନାହିଁ । xyxy=(1093,1118,1300,1151)
story-kudumi-headline: ହଜାରିବାଗରେ କୁଡ଼ୁମୀ ଅଧିକାର ମହାରାଲିରେ ସେନାର ଯୋଗଦାନ xyxy=(1093,782,1468,834)
story-photo xyxy=(471,1239,795,1362)
paragraph: ଘଟଣାସ୍ଥଳରେ ପହଞ୍ଚି ପୋଲିସ ଅନୁସନ୍ଧାନ ଆରମ୍ଭ କରିଛି । ମୃତଦେହକୁ ଜିଲ୍ଲା ମୁଖ୍ୟ ଚିକିତ୍ସାଳୟକୁ ବ୍ୟବଚ୍ଛେଦ ନିମନ୍ତେ ପଠାଯାଇଛି । xyxy=(558,633,677,680)
paragraph: କାର୍ଯ୍ୟକ୍ରମରେ ବହୁ ସଂଖ୍ୟାରେ ଛାତ୍ରଛାତ୍ରୀ, ଶିକ୍ଷକ ତଥା ଅଭିଭାବକ ଯୋଗ ଦେଇଥିଲେ । ଶେଷରେ ଧନ୍ୟବାଦ ଅର୍ପଣ କରାଯାଇଥିଲା । xyxy=(1256,230,1515,251)
paragraph: ଘଟଣାସ୍ଥଳରେ ପହଞ୍ଚି ପୋଲିସ ଅନୁସନ୍ଧାନ ଆରମ୍ଭ କରିଛି । ମୃତଦେହକୁ ଜିଲ୍ଲା ମୁଖ୍ୟ ଚିକିତ୍ସାଳୟକୁ ବ୍ୟବଚ୍ଛେଦ ନିମନ୍ତେ ପଠାଯାଇଛି । xyxy=(1303,1405,1507,1427)
paragraph: ଘଟଣାସ୍ଥଳରେ ପହଞ୍ଚି ପୋଲିସ ଅନୁସନ୍ଧାନ ଆରମ୍ଭ କରିଛି । ମୃତଦେହକୁ ଜିଲ୍ଲା ମୁଖ୍ୟ ଚିକିତ୍ସାଳୟକୁ ବ୍ୟବଚ୍ଛେଦ ନିମନ୍ତେ ପଠାଯାଇଛି । xyxy=(16,1398,167,1431)
story-janabhiyoga-dateline: ସମ୍ବଲପୁର,ସା୧୧(ସଂଚାର ବ୍ୟୁରୋ): xyxy=(16,584,138,595)
paragraph: ଏହି ଘଟଣା ସମ୍ପର୍କରେ ସ୍ଥାନୀୟ ଲୋକେ ଜଣାଇଛନ୍ତି ଯେ ଦୀର୍ଘ ଦିନ ଧରି ଏହି ଅଞ୍ଚଳରେ ସମସ୍ୟା ରହିଆସିଛି । ପ୍ରଶାସନ ତରଫରୁ ବାରମ୍ବାର ଅଭିଯୋଗ କରାଯାଇଥିଲେ ମଧ୍ୟ ଏପର୍ଯ୍ୟନ୍ତ କୌଣସି ସୁଫଳ ମିଳିନାହିଁ । xyxy=(558,686,677,758)
story-road xyxy=(485,778,1074,1182)
reg-bar xyxy=(1327,2395,1433,2404)
paragraph: କାର୍ଯ୍ୟକ୍ରମରେ ବହୁ ସଂଖ୍ୟାରେ ଛାତ୍ରଛାତ୍ରୀ, ଶିକ୍ଷକ ତଥା ଅଭିଭାବକ ଯୋଗ ଦେଇଥିଲେ । ଶେଷରେ ଧନ୍ୟବାଦ ଅର୍ପଣ କରାଯାଇଥିଲା । xyxy=(581,1433,684,1492)
paragraph: କାର୍ଯ୍ୟକ୍ରମରେ ବହୁ ସଂଖ୍ୟାରେ ଛାତ୍ରଛାତ୍ରୀ, ଶିକ୍ଷକ ତଥା ଅଭିଭାବକ ଯୋଗ ଦେଇଥିଲେ । ଶେଷରେ ଧନ୍ୟବାଦ ଅର୍ପଣ କରାଯାଇଥିଲା । xyxy=(397,519,535,553)
story-durgama-dateline: ନାୟଗଡ଼,ସା୧୧(ସଂଚାର ବ୍ୟୁରୋ): xyxy=(251,2127,361,2138)
story-photo xyxy=(148,1838,479,1953)
story-kudumi-rally xyxy=(1093,778,1515,1182)
paragraph: ଏହି ଘଟଣା ସମ୍ପର୍କରେ ସ୍ଥାନୀୟ ଲୋକେ ଜଣାଇଛନ୍ତି ଯେ ଦୀର୍ଘ ଦିନ ଧରି ଏହି ଅଞ୍ଚଳରେ ସମସ୍ୟା ରହିଆସିଛି । ପ୍ରଶାସନ ତରଫରୁ ବାରମ୍ବାର ଅଭିଯୋଗ କରାଯାଇଥିଲେ ମଧ୍ୟ ଏପର୍ଯ୍ୟନ୍ତ କୌଣସି ସୁଫଳ ମିଳିନାହିଁ । xyxy=(16,1438,167,1497)
paragraph: ଏହି ଘଟଣା ସମ୍ପର୍କରେ ସ୍ଥାନୀୟ ଲୋକେ ଜଣାଇଛନ୍ତି ଯେ ଦୀର୍ଘ ଦିନ ଧରି ଏହି ଅଞ୍ଚଳରେ ସମସ୍ୟା ରହିଆସିଛି । ପ୍ରଶାସନ ତରଫରୁ ବାରମ୍ବାର ଅଭିଯୋଗ କରାଯାଇଥିଲେ ମଧ୍ୟ ଏପର୍ଯ୍ୟନ୍ତ କୌଣସି ସୁଫଳ ମିଳିନାହିଁ । xyxy=(785,2127,1023,2161)
paragraph: ଗ୍ରାମବାସୀମାନେ ଜଣାଇଛନ୍ତି ଯେ ତୁରନ୍ତ ଏହାର ସମାଧାନ ନହେଲେ ବୃହତ୍ତର ଆନ୍ଦୋଳନ କରାଯିବ । ଏ ନେଇ ଜିଲ୍ଲା ପ୍ରଶାସନକୁ ଲିଖିତ ଅଭିଯୋଗ ମଧ୍ୟ ଦିଆଯାଇଛି । xyxy=(251,503,389,549)
paragraph: ଏହି ଘଟଣା ସମ୍ପର୍କରେ ସ୍ଥାନୀୟ ଲୋକେ ଜଣାଇଛନ୍ତି ଯେ ଦୀର୍ଘ ଦିନ ଧରି ଏହି ଅଞ୍ଚଳରେ ସମସ୍ୟା ରହିଆସିଛି । ପ୍ରଶାସନ ତରଫରୁ ବାରମ୍ବାର ଅଭିଯୋଗ କରାଯାଇଥିଲେ ମଧ୍ୟ ଏପର୍ଯ୍ୟନ୍ତ କୌଣସି ସୁଫଳ ମିଳିନାହିଁ । xyxy=(261,2025,366,2108)
paragraph: କାର୍ଯ୍ୟକ୍ରମରେ ବହୁ ସଂଖ୍ୟାରେ ଛାତ୍ରଛାତ୍ରୀ, ଶିକ୍ଷକ ତଥା ଅଭିଭାବକ ଯୋଗ ଦେଇଥିଲେ । ଶେଷରେ ଧନ୍ୟବାଦ ଅର୍ପଣ କରାଯାଇଥିଲା । xyxy=(997,849,1074,920)
story-luising-headline: ଲୁଇସିଙ୍ଗ ସେବାଶ୍ରମରେ ଅଭାବ ନିୟ ଘଟଣା xyxy=(16,89,398,113)
paragraph: କାର୍ଯ୍ୟକ୍ରମରେ ବହୁ ସଂଖ୍ୟାରେ ଛାତ୍ରଛାତ୍ରୀ, ଶିକ୍ଷକ ତଥା ଅଭିଭାବକ ଯୋଗ ଦେଇଥିଲେ । ଶେଷରେ ଧନ୍ୟବାଦ ଅର୍ପଣ କରାଯାଇଥିଲା । xyxy=(1303,1296,1507,1317)
story-photo xyxy=(16,821,307,963)
story-patel-jayanti xyxy=(16,778,466,1182)
paragraph: ଏହି ଘଟଣା ସମ୍ପର୍କରେ ସ୍ଥାନୀୟ ଲୋକେ ଜଣାଇଛନ୍ତି ଯେ ଦୀର୍ଘ ଦିନ ଧରି ଏହି ଅଞ୍ଚଳରେ ସମସ୍ୟା ରହିଆସିଛି । ପ୍ରଶାସନ ତରଫରୁ ବାରମ୍ବାର ଅଭିଯୋଗ କରାଯାଇଥିଲେ ମଧ୍ୟ ଏପର୍ଯ୍ୟନ୍ତ କୌଣସି ସୁଫଳ ମିଳିନାହିଁ । xyxy=(761,1043,896,1102)
story-road-headline: ଉଠିଗଲାଣି ପିଚୁ, ବାଲିବସ୍ତ୍ରା ପକାଇ ଲୁଚାଇବାକୁ ଉଦ୍ୟମ xyxy=(548,809,1011,834)
paragraph: ସ୍ଥାନୀୟ ଜନପ୍ରତିନିଧି ତଥା ସାମାଜିକ କାର୍ଯ୍ୟକର୍ତ୍ତାମାନେ ଏହି ପଦକ୍ଷେପକୁ ସ୍ୱାଗତ କରିଛନ୍ତି ଏବଂ ଭବିଷ୍ୟତରେ ଏହିପରି କାର୍ଯ୍ୟକ୍ରମ ଜାରି ରହିବ ବୋଲି କହିଛନ୍ତି । xyxy=(813,1263,1064,1494)
paragraph: ଗ୍ରାମବାସୀମାନେ ଜଣାଇଛନ୍ତି ଯେ ତୁରନ୍ତ ଏହାର ସମାଧାନ ନହେଲେ ବୃହତ୍ତର ଆନ୍ଦୋଳନ କରାଯିବ । ଏ ନେଇ ଜିଲ୍ଲା ପ୍ରଶାସନକୁ ଲିଖିତ ଅଭିଯୋଗ ମଧ୍ୟ ଦିଆଯାଇଛି । xyxy=(175,1398,327,1444)
paragraph: ଘଟଣାସ୍ଥଳରେ ପହଞ୍ଚି ପୋଲିସ ଅନୁସନ୍ଧାନ ଆରମ୍ଭ କରିଛି । ମୃତଦେହକୁ ଜିଲ୍ଲା ମୁଖ୍ୟ ଚିକିତ୍ସାଳୟକୁ ବ୍ୟବଚ୍ଛେଦ ନିମନ୍ତେ ପଠାଯାଇଛି । xyxy=(471,1433,573,1492)
paragraph: କାର୍ଯ୍ୟକ୍ରମରେ ବହୁ ସଂଖ୍ୟାରେ ଛାତ୍ରଛାତ୍ରୀ, ଶିକ୍ଷକ ତଥା ଅଭିଭାବକ ଯୋଗ ଦେଇଥିଲେ । ଶେଷରେ ଧନ୍ୟବାଦ ଅର୍ପଣ କରାଯାଇଥିଲା । xyxy=(943,1292,1064,1338)
paragraph: ଏହି ଘଟଣା ସମ୍ପର୍କରେ ସ୍ଥାନୀୟ ଲୋକେ ଜଣାଇଛନ୍ତି ଯେ ଦୀର୍ଘ ଦିନ ଧରି ଏହି ଅଞ୍ଚଳରେ ସମସ୍ୟା ରହିଆସିଛି । ପ୍ରଶାସନ ତରଫରୁ ବାରମ୍ବାର ଅଭିଯୋଗ କରାଯାଇଥିଲେ ମଧ୍ୟ ଏପର୍ଯ୍ୟନ୍ତ କୌଣସି ସୁଫଳ ମିଳିନାହିଁ । xyxy=(16,641,234,675)
story-media-headline: ମିଡିଆ ସାମ୍ବାଦିକଙ୍କ ଉପରେ ଆଣିଲେ ସଙ୍ଗୀନ ଅଭିଯୋଗ xyxy=(558,122,1249,156)
story-media-dateline: ଭବାନୀପାଟଣା,ସା୧୧(ସଂଚାର ବ୍ୟୁରୋ): xyxy=(558,173,653,198)
paragraph: ସ୍ଥାନୀୟ ଜନପ୍ରତିନିଧି ତଥା ସାମାଜିକ କାର୍ଯ୍ୟକର୍ତ୍ତାମାନେ ଏହି ପଦକ୍ଷେପକୁ ସ୍ୱାଗତ କରିଛନ୍ତି ଏବଂ ଭବିଷ୍ୟତରେ ଏହିପରି କାର୍ଯ୍ୟକ୍ରମ ଜାରି ରହିବ ବୋଲି କହିଛନ୍ତି । xyxy=(1303,1255,1507,1289)
paragraph: କାର୍ଯ୍ୟକ୍ରମରେ ବହୁ ସଂଖ୍ୟାରେ ଛାତ୍ରଛାତ୍ରୀ, ଶିକ୍ଷକ ତଥା ଅଭିଭାବକ ଯୋଗ ଦେଇଥିଲେ । ଶେଷରେ ଧନ୍ୟବାଦ ଅର୍ପଣ କରାଯାଇଥିଲା । xyxy=(345,1337,454,1383)
paragraph: ଘଟଣାସ୍ଥଳରେ ପହଞ୍ଚି ପୋଲିସ ଅନୁସନ୍ଧାନ ଆରମ୍ଭ କରିଛି । ମୃତଦେହକୁ ଜିଲ୍ଲା ମୁଖ୍ୟ ଚିକିତ୍ସାଳୟକୁ ବ୍ୟବଚ୍ଛେଦ ନିମନ୍ତେ ପଠାଯାଇଛି । xyxy=(1209,981,1515,1003)
paragraph: ସ୍ଥାନୀୟ ଜନପ୍ରତିନିଧି ତଥା ସାମାଜିକ କାର୍ଯ୍ୟକର୍ତ୍ତାମାନେ ଏହି ପଦକ୍ଷେପକୁ ସ୍ୱାଗତ କରିଛନ୍ତି ଏବଂ ଭବିଷ୍ୟତରେ ଏହିପରି କାର୍ଯ୍ୟକ୍ରମ ଜାରି ରହିବ ବୋଲି କହିଛନ୍ତି । xyxy=(375,1959,479,2018)
paragraph: ସ୍ଥାନୀୟ ଜନପ୍ରତିନିଧି ତଥା ସାମାଜିକ କାର୍ଯ୍ୟକର୍ତ୍ତାମାନେ ଏହି ପଦକ୍ଷେପକୁ ସ୍ୱାଗତ କରିଛନ୍ତି ଏବଂ ଭବିଷ୍ୟତରେ ଏହିପରି କାର୍ଯ୍ୟକ୍ରମ ଜାରି ରହିବ ବୋଲି କହିଛନ୍ତି । xyxy=(1010,1990,1259,2012)
paragraph: ଘଟଣାସ୍ଥଳରେ ପହଞ୍ଚି ପୋଲିସ ଅନୁସନ୍ଧାନ ଆରମ୍ଭ କରିଛି । ମୃତଦେହକୁ ଜିଲ୍ଲା ମୁଖ୍ୟ ଚିକିତ୍ସାଳୟକୁ ବ୍ୟବଚ୍ଛେଦ ନିମନ୍ତେ ପଠାଯାଇଛି । xyxy=(359,1035,466,1094)
story-photo xyxy=(165,130,383,348)
story-media-allegation xyxy=(558,85,1515,763)
story-canal-dateline: ଚିତ୍ରଳଗି,ସା୧୧(ସଂଚାର ବ୍ୟୁରୋ): xyxy=(16,1381,131,1392)
band-bottom xyxy=(16,1767,1515,2110)
story-luising-dateline: କଟକ,ସା୧୧(ସଂଚାର ବ୍ୟୁରୋ): xyxy=(16,131,117,142)
paragraph: ଘଟଣାସ୍ଥଳରେ ପହଞ୍ଚି ପୋଲିସ ଅନୁସନ୍ଧାନ ଆରମ୍ଭ କରିଛି । ମୃତଦେହକୁ ଜିଲ୍ଲା ମୁଖ୍ୟ ଚିକିତ୍ସାଳୟକୁ ବ୍ୟବଚ୍ଛେଦ ନିମନ୍ତେ ପଠାଯାଇଛି । xyxy=(1309,1133,1515,1155)
story-photo xyxy=(790,462,929,604)
paragraph: ଘଟଣାସ୍ଥଳରେ ପହଞ୍ଚି ପୋଲିସ ଅନୁସନ୍ଧାନ ଆରମ୍ଭ କରିଛି । ମୃତଦେହକୁ ଜିଲ୍ଲା ମୁଖ୍ୟ ଚିକିତ୍ସାଳୟକୁ ବ୍ୟବଚ୍ଛେଦ ନିମନ୍ତେ ପଠାଯାଇଛି । xyxy=(694,617,929,703)
paragraph: ସ୍ଥାନୀୟ ଜନପ୍ରତିନିଧି ତଥା ସାମାଜିକ କାର୍ଯ୍ୟକର୍ତ୍ତାମାନେ ଏହି ପଦକ୍ଷେପକୁ ସ୍ୱାଗତ କରିଛନ୍ତି ଏବଂ ଭବିଷ୍ୟତରେ ଏହିପରି କାର୍ଯ୍ୟକ୍ରମ ଜାରି ରହିବ ବୋଲି କହିଛନ୍ତି । xyxy=(1090,1255,1295,1289)
band-lower xyxy=(16,1197,1515,1752)
paragraph: ଗ୍ରାମବାସୀମାନେ ଜଣାଇଛନ୍ତି ଯେ ତୁରନ୍ତ ଏହାର ସମାଧାନ ନହେଲେ ବୃହତ୍ତର ଆନ୍ଦୋଳନ କରାଯିବ । ଏ ନେଇ ଜିଲ୍ଲା ପ୍ରଶାସନକୁ ଲିଖିତ ଅଭିଯୋଗ ମଧ୍ୟ ଦିଆଯାଇଛି । xyxy=(359,969,466,1028)
paragraph: ଗ୍ରାମବାସୀମାନେ ଜଣାଇଛନ୍ତି ଯେ ତୁରନ୍ତ ଏହାର ସମାଧାନ ନହେଲେ ବୃହତ୍ତର ଆନ୍ଦୋଳନ କରାଯିବ । ଏ ନେଇ ଜିଲ୍ଲା ପ୍ରଶାସନକୁ ଲିଖିତ ଅଭିଯୋଗ ମଧ୍ୟ ଦିଆଯାଇଛି । xyxy=(471,1368,573,1427)
edition-city-odia: ଭୁବନେଶ୍ୱର xyxy=(1193,31,1250,44)
paragraph: ଘଟଣାସ୍ଥଳରେ ପହଞ୍ଚି ପୋଲିସ ଅନୁସନ୍ଧାନ ଆରମ୍ଭ କରିଛି । ମୃତଦେହକୁ ଜିଲ୍ଲା ମୁଖ୍ୟ ଚିକିତ୍ସାଳୟକୁ ବ୍ୟବଚ୍ଛେଦ ନିମନ୍ତେ ପଠାଯାଇଛି । xyxy=(558,334,684,380)
paragraph: ଗ୍ରାମବାସୀମାନେ ଜଣାଇଛନ୍ତି ଯେ ତୁରନ୍ତ ଏହାର ସମାଧାନ ନହେଲେ ବୃହତ୍ତର ଆନ୍ଦୋଳନ କରାଯିବ । ଏ ନେଇ ଜିଲ୍ଲା ପ୍ରଶାସନକୁ ଲିଖିତ ଅଭିଯୋଗ ମଧ୍ୟ ଦିଆଯାଇଛି । xyxy=(497,1990,745,2024)
brand-tagline: THE SANCHAR xyxy=(1437,52,1512,60)
paragraph: ଏହି ଘଟଣା ସମ୍ପର୍କରେ ସ୍ଥାନୀୟ ଲୋକେ ଜଣାଇଛନ୍ତି ଯେ ଦୀର୍ଘ ଦିନ ଧରି ଏହି ଅଞ୍ଚଳରେ ସମସ୍ୟା ରହିଆସିଛି । ପ୍ରଶାସନ ତରଫରୁ ବାରମ୍ବାର ଅଭିଯୋଗ କରାଯାଇଥିଲେ ମଧ୍ୟ ଏପର୍ଯ୍ୟନ୍ତ କୌଣସି ସୁଫଳ ମିଳିନାହିଁ । xyxy=(558,203,684,262)
paragraph: ଘଟଣାସ୍ଥଳରେ ପହଞ୍ଚି ପୋଲିସ ଅନୁସନ୍ଧାନ ଆରମ୍ଭ କରିଛି । ମୃତଦେହକୁ ଜିଲ୍ଲା ମୁଖ୍ୟ ଚିକିତ୍ସାଳୟକୁ ବ୍ୟବଚ୍ଛେଦ ନିମନ୍ତେ ପଠାଯାଇଛି । xyxy=(618,1003,753,1049)
paragraph: ସ୍ଥାନୀୟ ଜନପ୍ରତିନିଧି ତଥା ସାମାଜିକ କାର୍ଯ୍ୟକର୍ତ୍ତାମାନେ ଏହି ପଦକ୍ଷେପକୁ ସ୍ୱାଗତ କରିଛନ୍ତି ଏବଂ ଭବିଷ୍ୟତରେ ଏହିପରି କାର୍ଯ୍ୟକ୍ରମ ଜାରି ରହିବ ବୋଲି କହିଛନ୍ତି । xyxy=(937,1840,1222,1861)
reg-bar xyxy=(694,2395,733,2404)
paragraph: ଘଟଣାସ୍ଥଳରେ ପହଞ୍ଚି ପୋଲିସ ଅନୁସନ୍ଧାନ ଆରମ୍ଭ କରିଛି । ମୃତଦେହକୁ ଜିଲ୍ଲା ମୁଖ୍ୟ ଚିକିତ୍ସାଳୟକୁ ବ୍ୟବଚ୍ଛେଦ ନିମନ୍ତେ ପଠାଯାଇଛି । xyxy=(16,266,148,312)
paragraph: ଏହି ଘଟଣା ସମ୍ପର୍କରେ ସ୍ଥାନୀୟ ଲୋକେ ଜଣାଇଛନ୍ତି ଯେ ଦୀର୍ଘ ଦିନ ଧରି ଏହି ଅଞ୍ଚଳରେ ସମସ୍ୟା ରହିଆସିଛି । ପ୍ରଶାସନ ତରଫରୁ ବାରମ୍ବାର ଅଭିଯୋଗ କରାଯାଇଥିଲେ ମଧ୍ୟ ଏପର୍ଯ୍ୟନ୍ତ କୌଣସି ସୁଫଳ ମିଳିନାହିଁ । xyxy=(251,437,389,496)
paragraph: ଏହି ଘଟଣା ସମ୍ପର୍କରେ ସ୍ଥାନୀୟ ଲୋକେ ଜଣାଇଛନ୍ତି ଯେ ଦୀର୍ଘ ଦିନ ଧରି ଏହି ଅଞ୍ଚଳରେ ସମସ୍ୟା ରହିଆସିଛି । ପ୍ରଶାସନ ତରଫରୁ ବାରମ୍ବାର ଅଭିଯୋଗ କରାଯାଇଥିଲେ ମଧ୍ୟ ଏପର୍ଯ୍ୟନ୍ତ କୌଣସି ସୁଫଳ ମିଳିନାହିଁ । xyxy=(16,148,148,206)
reg-gap xyxy=(98,2395,442,2404)
paragraph: ଘଟଣାସ୍ଥଳରେ ପହଞ୍ଚି ପୋଲିସ ଅନୁସନ୍ଧାନ ଆରମ୍ଭ କରିଛି । ମୃତଦେହକୁ ଜିଲ୍ଲା ମୁଖ୍ୟ ଚିକିତ୍ସାଳୟକୁ ବ୍ୟବଚ୍ଛେଦ ନିମନ୍ତେ ପଠାଯାଇଛି । xyxy=(937,1811,1222,1833)
paragraph: ଏହି ଘଟଣା ସମ୍ପର୍କରେ ସ୍ଥାନୀୟ ଲୋକେ ଜଣାଇଛନ୍ତି ଯେ ଦୀର୍ଘ ଦିନ ଧରି ଏହି ଅଞ୍ଚଳରେ ସମସ୍ୟା ରହିଆସିଛି । ପ୍ରଶାସନ ତରଫରୁ ବାରମ୍ବାର ଅଭିଯୋଗ କରାଯାଇଥିଲେ ମଧ୍ୟ ଏପର୍ଯ୍ୟନ୍ତ କୌଣସି ସୁଫଳ ମିଳିନାହିଁ । xyxy=(997,926,1074,1036)
paragraph: ଏହି ଘଟଣା ସମ୍ପର୍କରେ ସ୍ଥାନୀୟ ଲୋକେ ଜଣାଇଛନ୍ତି ଯେ ଦୀର୍ଘ ଦିନ ଧରି ଏହି ଅଞ୍ଚଳରେ ସମସ୍ୟା ରହିଆସିଛି । ପ୍ରଶାସନ ତରଫରୁ ବାରମ୍ବାର ଅଭିଯୋଗ କରାଯାଇଥିଲେ ମଧ୍ୟ ଏପର୍ଯ୍ୟନ୍ତ କୌଣସି ସୁଫଳ ମିଳିନାହିଁ । xyxy=(485,879,601,951)
story-photo xyxy=(700,171,972,429)
paragraph: ଏହି ଘଟଣା ସମ୍ପର୍କରେ ସ୍ଥାନୀୟ ଲୋକେ ଜଣାଇଛନ୍ତି ଯେ ଦୀର୍ଘ ଦିନ ଧରି ଏହି ଅଞ୍ଚଳରେ ସମସ୍ୟା ରହିଆସିଛି । ପ୍ରଶାସନ ତରଫରୁ ବାରମ୍ବାର ଅଭିଯୋଗ କରାଯାଇଥିଲେ ମଧ୍ୟ ଏପର୍ଯ୍ୟନ୍ତ କୌଣସି ସୁଫଳ ମିଳିନାହିଁ । xyxy=(345,1390,454,1461)
story-janabhiyoga xyxy=(16,396,539,680)
paragraph: ଏହି ଘଟଣା ସମ୍ପର୍କରେ ସ୍ଥାନୀୟ ଲୋକେ ଜଣାଇଛନ୍ତି ଯେ ଦୀର୍ଘ ଦିନ ଧରି ଏହି ଅଞ୍ଚଳରେ ସମସ୍ୟା ରହିଆସିଛି । ପ୍ରଶାସନ ତରଫରୁ ବାରମ୍ବାର ଅଭିଯୋଗ କରାଯାଇଥିଲେ ମଧ୍ୟ ଏପର୍ଯ୍ୟନ୍ତ କୌଣସି ସୁଫଳ ମିଳିନାହିଁ । xyxy=(1303,1323,1507,1358)
paragraph: ସ୍ଥାନୀୟ ଜନପ୍ରତିନିଧି ତଥା ସାମାଜିକ କାର୍ଯ୍ୟକର୍ତ୍ତାମାନେ ଏହି ପଦକ୍ଷେପକୁ ସ୍ୱାଗତ କରିଛନ୍ତି ଏବଂ ଭବିଷ୍ୟତରେ ଏହିପରି କାର୍ଯ୍ୟକ୍ରମ ଜାରି ରହିବ ବୋଲି କହିଛନ୍ତି । xyxy=(175,1450,327,1497)
story-canal-body xyxy=(16,1197,327,1752)
paragraph: ଘଟଣାସ୍ଥଳରେ ପହଞ୍ଚି ପୋଲିସ ଅନୁସନ୍ଧାନ ଆରମ୍ଭ କରିଛି । ମୃତଦେହକୁ ଜିଲ୍ଲା ମୁଖ୍ୟ ଚିକିତ୍ସାଳୟକୁ ବ୍ୟବଚ୍ଛେଦ ନିମନ୍ତେ ପଠାଯାଇଛି । xyxy=(251,2221,367,2268)
paragraph: ସ୍ଥାନୀୟ ଜନପ୍ରତିନିଧି ତଥା ସାମାଜିକ କାର୍ଯ୍ୟକର୍ତ୍ତାମାନେ ଏହି ପଦକ୍ଷେପକୁ ସ୍ୱାଗତ କରିଛନ୍ତି ଏବଂ ଭବିଷ୍ୟତରେ ଏହିପରି କାର୍ଯ୍ୟକ୍ରମ ଜାରି ରହିବ ବୋଲି କହିଛନ୍ତି । xyxy=(1031,2170,1269,2192)
paragraph: ଗ୍ରାମବାସୀମାନେ ଜଣାଇଛନ୍ତି ଯେ ତୁରନ୍ତ ଏହାର ସମାଧାନ ନହେଲେ ବୃହତ୍ତର ଆନ୍ଦୋଳନ କରାଯିବ । ଏ ନେଇ ଜିଲ୍ଲା ପ୍ରଶାସନକୁ ଲିଖିତ ଅଭିଯୋଗ ମଧ୍ୟ ଦିଆଯାଇଛି । xyxy=(692,1458,795,1517)
story-ashram-visit xyxy=(16,1767,479,2110)
paragraph: ଗ୍ରାମବାସୀମାନେ ଜଣାଇଛନ୍ତି ଯେ ତୁରନ୍ତ ଏହାର ସମାଧାନ ନହେଲେ ବୃହତ୍ତର ଆନ୍ଦୋଳନ କରାଯିବ । ଏ ନେଇ ଜିଲ୍ଲା ପ୍ରଶାସନକୁ ଲିଖିତ ଅଭିଯୋଗ ମଧ୍ୟ ଦିଆଯାଇଛି । xyxy=(785,2127,1069,2189)
story-photo xyxy=(383,2126,522,2235)
paragraph: ସ୍ଥାନୀୟ ଜନପ୍ରତିନିଧି ତଥା ସାମାଜିକ କାର୍ଯ୍ୟକର୍ତ୍ତାମାନେ ଏହି ପଦକ୍ଷେପକୁ ସ୍ୱାଗତ କରିଛନ୍ତି ଏବଂ ଭବିଷ୍ୟତରେ ଏହିପରି କାର୍ଯ୍ୟକ୍ରମ ଜାରି ରହିବ ବୋଲି କହିଛନ୍ତି । xyxy=(539,2127,776,2149)
photo-caption: ଜନଅଭିଯୋଗ ଶୁଣାଣି xyxy=(16,569,234,579)
paragraph: କାର୍ଯ୍ୟକ୍ରମରେ ବହୁ ସଂଖ୍ୟାରେ ଛାତ୍ରଛାତ୍ରୀ, ଶିକ୍ଷକ ତଥା ଅଭିଭାବକ ଯୋଗ ଦେଇଥିଲେ । ଶେଷରେ ଧନ୍ୟବାଦ ଅର୍ପଣ କରାଯାଇଥିଲା । xyxy=(1230,1811,1515,1833)
story-byelection-headline: ଉପ- ନିର୍ବାଚନ ପ୍ରଚାରରେ ବଢ଼ସାହି ବିଧାୟକ xyxy=(823,1771,1189,1797)
photo-caption: ଦୁର୍ଘଟଣାସ୍ଥଳ xyxy=(165,338,383,348)
paragraph: କାର୍ଯ୍ୟକ୍ରମରେ ବହୁ ସଂଖ୍ୟାରେ ଛାତ୍ରଛାତ୍ରୀ, ଶିକ୍ଷକ ତଥା ଅଭିଭାବକ ଯୋଗ ଦେଇଥିଲେ । ଶେଷରେ ଧନ୍ୟବାଦ ଅର୍ପଣ କରାଯାଇଥିଲା । xyxy=(1090,1296,1295,1317)
paragraph: ଗ୍ରାମବାସୀମାନେ ଜଣାଇଛନ୍ତି ଯେ ତୁରନ୍ତ ଏହାର ସମାଧାନ ନହେଲେ ବୃହତ୍ତର ଆନ୍ଦୋଳନ କରାଯିବ । ଏ ନେଇ ଜିଲ୍ଲା ପ୍ରଶାସନକୁ ଲିଖିତ ଅଭିଯୋଗ ମଧ୍ୟ ଦିଆଯାଇଛି । xyxy=(400,131,532,177)
paragraph: ସ୍ଥାନୀୟ ଜନପ୍ରତିନିଧି ତଥା ସାମାଜିକ କାର୍ଯ୍ୟକର୍ତ୍ତାମାନେ ଏହି ପଦକ୍ଷେପକୁ ସ୍ୱାଗତ କରିଛନ୍ତି ଏବଂ ଭବିଷ୍ୟତରେ ଏହିପରି କାର୍ଯ୍ୟକ୍ରମ ଜାରି ରହିବ ବୋଲି କହିଛନ୍ତି । xyxy=(1303,1681,1507,1715)
paragraph: ଏହି ଘଟଣା ସମ୍ପର୍କରେ ସ୍ଥାନୀୟ ଲୋକେ ଜଣାଇଛନ୍ତି ଯେ ଦୀର୍ଘ ଦିନ ଧରି ଏହି ଅଞ୍ଚଳରେ ସମସ୍ୟା ରହିଆସିଛି । ପ୍ରଶାସନ ତରଫରୁ ବାରମ୍ବାର ଅଭିଯୋଗ କରାଯାଇଥିଲେ ମଧ୍ୟ ଏପର୍ଯ୍ୟନ୍ତ କୌଣସି ସୁଫଳ ମିଳିନାହିଁ । xyxy=(497,1842,613,1913)
paragraph: ଗ୍ରାମବାସୀମାନେ ଜଣାଇଛନ୍ତି ଯେ ତୁରନ୍ତ ଏହାର ସମାଧାନ ନହେଲେ ବୃହତ୍ତର ଆନ୍ଦୋଳନ କରାଯିବ । ଏ ନେଇ ଜିଲ୍ଲା ପ୍ରଶାସନକୁ ଲିଖିତ ଅଭିଯୋଗ ମଧ୍ୟ ଦିଆଯାଇଛି । xyxy=(813,1341,935,1400)
paragraph: ଘଟଣାସ୍ଥଳରେ ପହଞ୍ଚି ପୋଲିସ ଅନୁସନ୍ଧାନ ଆରମ୍ଭ କରିଛି । ମୃତଦେହକୁ ଜିଲ୍ଲା ମୁଖ୍ୟ ଚିକିତ୍ସାଳୟକୁ ବ୍ୟବଚ୍ଛେଦ ନିମନ୍ତେ ପଠାଯାଇଛି । xyxy=(912,952,989,1036)
publication-logo: ଘ xyxy=(17,19,56,58)
paragraph: ସ୍ଥାନୀୟ ଜନପ୍ରତିନିଧି ତଥା ସାମାଜିକ କାର୍ଯ୍ୟକର୍ତ୍ତାମାନେ ଏହି ପଦକ୍ଷେପକୁ ସ୍ୱାଗତ କରିଛନ୍ତି ଏବଂ ଭବିଷ୍ୟତରେ ଏହିପରି କାର୍ଯ୍ୟକ୍ରମ ଜାରି ରହିବ ବୋଲି କହିଛନ୍ତି । xyxy=(16,319,148,365)
paragraph: ଗ୍ରାମବାସୀମାନେ ଜଣାଇଛନ୍ତି ଯେ ତୁରନ୍ତ ଏହାର ସମାଧାନ ନହେଲେ ବୃହତ୍ତର ଆନ୍ଦୋଳନ କରାଯିବ । ଏ ନେଇ ଜିଲ୍ଲା ପ୍ରଶାସନକୁ ଲିଖିତ ଅଭିଯୋଗ ମଧ୍ୟ ଦିଆଯାଇଛି । xyxy=(16,213,148,259)
story-media-kicker: ଆରକ୍ଷୀ ଅଧୀକ୍ଷକ ଓ ଜିଲ୍ଲାପାଳଙ୍କ ଦ୍ୱାରସ୍ଥ ହେଲେ ମହିଳା ସରପଞ୍ଚ xyxy=(558,85,1515,117)
paragraph: ଏହି ଘଟଣା ସମ୍ପର୍କରେ ସ୍ଥାନୀୟ ଲୋକେ ଜଣାଇଛନ୍ତି ଯେ ଦୀର୍ଘ ଦିନ ଧରି ଏହି ଅଞ୍ଚଳରେ ସମସ୍ୟା ରହିଆସିଛି । ପ୍ରଶାସନ ତରଫରୁ ବାରମ୍ବାର ଅଭିଯୋଗ କରାଯାଇଥିଲେ ମଧ୍ୟ ଏପର୍ଯ୍ୟନ୍ତ କୌଣସି ସୁଫଳ ମିଳିନାହିଁ । xyxy=(400,237,532,296)
paragraph: କାର୍ଯ୍ୟକ୍ରମରେ ବହୁ ସଂଖ୍ୟାରେ ଛାତ୍ରଛାତ୍ରୀ, ଶିକ୍ଷକ ତଥା ଅଭିଭାବକ ଯୋଗ ଦେଇଥିଲେ । ଶେଷରେ ଧନ୍ୟବାଦ ଅର୍ପଣ କରାଯାଇଥିଲା । xyxy=(324,891,466,926)
paragraph: ସ୍ଥାନୀୟ ଜନପ୍ରତିନିଧି ତଥା ସାମାଜିକ କାର୍ଯ୍ୟକର୍ତ୍ତାମାନେ ଏହି ପଦକ୍ଷେପକୁ ସ୍ୱାଗତ କରିଛନ୍ତି ଏବଂ ଭବିଷ୍ୟତରେ ଏହିପରି କାର୍ଯ୍ୟକ୍ରମ ଜାରି ରହିବ ବୋଲି କହିଛନ୍ତି । xyxy=(618,1055,753,1102)
print-registration-bars xyxy=(0,2391,1531,2408)
paragraph: ଘଟଣାସ୍ଥଳରେ ପହଞ୍ଚି ପୋଲିସ ଅନୁସନ୍ଧାନ ଆରମ୍ଭ କରିଛି । ମୃତଦେହକୁ ଜିଲ୍ଲା ମୁଖ୍ୟ ଚିକିତ୍ସାଳୟକୁ ବ୍ୟବଚ୍ଛେଦ ନିମନ୍ତେ ପଠାଯାଇଛି । xyxy=(1256,202,1515,224)
paragraph: ଏହି ଘଟଣା ସମ୍ପର୍କରେ ସ୍ଥାନୀୟ ଲୋକେ ଜଣାଇଛନ୍ତି ଯେ ଦୀର୍ଘ ଦିନ ଧରି ଏହି ଅଞ୍ଚଳରେ ସମସ୍ୟା ରହିଆସିଛି । ପ୍ରଶାସନ ତରଫରୁ ବାରମ୍ବାର ଅଭିଯୋଗ କରାଯାଇଥିଲେ ମଧ୍ୟ ଏପର୍ଯ୍ୟନ୍ତ କୌଣସି ସୁଫଳ ମିଳିନାହିଁ । xyxy=(245,1022,351,1106)
paragraph: ସ୍ଥାନୀୟ ଜନପ୍ରତିନିଧି ତଥା ସାମାଜିକ କାର୍ଯ୍ୟକର୍ତ୍ତାମାନେ ଏହି ପଦକ୍ଷେପକୁ ସ୍ୱାଗତ କରିଛନ୍ତି ଏବଂ ଭବିଷ୍ୟତରେ ଏହିପରି କାର୍ଯ୍ୟକ୍ରମ ଜାରି ରହିବ ବୋଲି କହିଛନ୍ତି । xyxy=(988,230,1248,251)
paragraph: କାର୍ଯ୍ୟକ୍ରମରେ ବହୁ ସଂଖ୍ୟାରେ ଛାତ୍ରଛାତ୍ରୀ, ଶିକ୍ଷକ ତଥା ଅଭିଭାବକ ଯୋଗ ଦେଇଥିଲେ । ଶେଷରେ ଧନ୍ୟବାଦ ଅର୍ପଣ କରାଯାଇଥିଲା । xyxy=(761,1003,896,1036)
paragraph: ଗ୍ରାମବାସୀମାନେ ଜଣାଇଛନ୍ତି ଯେ ତୁରନ୍ତ ଏହାର ସମାଧାନ ନହେଲେ ବୃହତ୍ତର ଆନ୍ଦୋଳନ କରାଯିବ । ଏ ନେଇ ଜିଲ୍ଲା ପ୍ରଶାସନକୁ ଲିଖିତ ଅଭିଯୋଗ ମଧ୍ୟ ଦିଆଯାଇଛି । xyxy=(1093,1118,1397,1180)
band-top xyxy=(16,85,1515,763)
